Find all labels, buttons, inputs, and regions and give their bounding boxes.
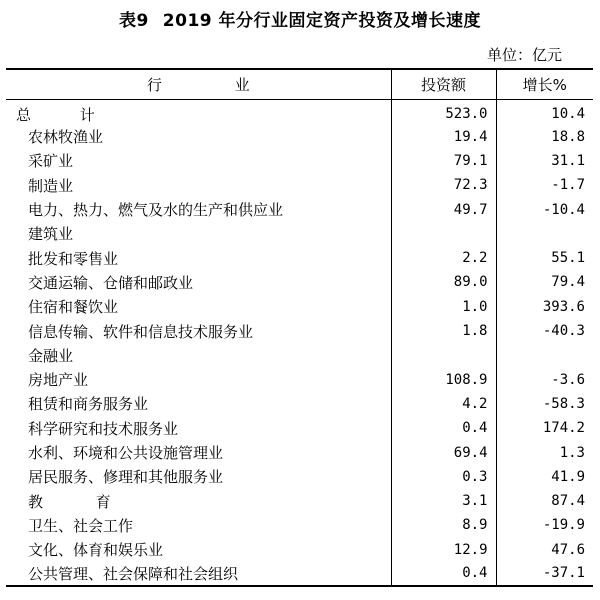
table-row-total — [6, 99, 593, 125]
row-industry-name: 居民服务、修理和其他服务业 — [28, 468, 224, 487]
table-row — [6, 489, 593, 513]
table-title-text: 2019 年分行业固定资产投资及增长速度 — [162, 11, 482, 31]
table-row — [6, 538, 593, 562]
table-title — [0, 6, 600, 31]
unit-label: 单位：亿元 — [486, 46, 562, 64]
row-growth-value: 10.4 — [496, 99, 593, 125]
row-industry-name: 批发和零售业 — [28, 249, 119, 268]
row-investment-value — [391, 343, 496, 367]
header-row — [6, 69, 593, 99]
table-body — [6, 99, 593, 586]
row-industry-name: 总 计 — [16, 105, 117, 124]
row-industry-name: 科学研究和技术服务业 — [28, 419, 179, 438]
table-row — [6, 465, 593, 489]
table-row — [6, 270, 593, 294]
column-header-industry: 行 业 — [6, 69, 391, 99]
table-row — [6, 173, 593, 197]
row-industry-name: 建筑业 — [28, 225, 74, 244]
row-growth-value: 18.8 — [496, 125, 593, 149]
row-industry-name: 农林牧渔业 — [28, 128, 104, 147]
table-row — [6, 440, 593, 464]
row-investment-value: 8.9 — [391, 513, 496, 537]
row-growth-value: -3.6 — [496, 367, 593, 391]
row-growth-value: -19.9 — [496, 513, 593, 537]
table-header — [6, 69, 593, 99]
row-industry-name: 制造业 — [28, 176, 74, 195]
table-row — [6, 392, 593, 416]
table-row — [6, 149, 593, 173]
table-row — [6, 222, 593, 246]
investment-table — [6, 68, 593, 587]
table-row — [6, 197, 593, 221]
row-investment-value: 1.8 — [391, 319, 496, 343]
investment-table-container — [6, 68, 593, 587]
row-investment-value: 4.2 — [391, 392, 496, 416]
table-row — [6, 416, 593, 440]
row-industry-name: 金融业 — [28, 346, 74, 365]
row-growth-value: 41.9 — [496, 465, 593, 489]
row-industry-name: 水利、环境和公共设施管理业 — [28, 444, 224, 462]
row-industry-name: 文化、体育和娱乐业 — [28, 541, 164, 560]
row-industry-name: 卫生、社会工作 — [28, 516, 134, 535]
row-growth-value: 87.4 — [496, 489, 593, 513]
row-investment-value: 69.4 — [391, 440, 496, 464]
row-investment-value: 49.7 — [391, 197, 496, 221]
row-growth-value: 174.2 — [496, 416, 593, 440]
row-industry-name: 信息传输、软件和信息技术服务业 — [28, 322, 254, 341]
row-growth-value: 55.1 — [496, 246, 593, 270]
row-growth-value: 47.6 — [496, 538, 593, 562]
row-industry-name: 电力、热力、燃气及水的生产和供应业 — [28, 201, 284, 220]
row-growth-value: -10.4 — [496, 197, 593, 221]
row-investment-value: 108.9 — [391, 367, 496, 391]
row-industry-name: 教 育 — [28, 492, 135, 511]
column-header-growth: 增长% — [496, 69, 593, 99]
table-row — [6, 246, 593, 270]
row-investment-value: 89.0 — [391, 270, 496, 294]
row-industry-name: 交通运输、仓储和邮政业 — [28, 273, 194, 292]
row-growth-value: -58.3 — [496, 392, 593, 416]
row-growth-value: 79.4 — [496, 270, 593, 294]
row-growth-value: 31.1 — [496, 149, 593, 173]
table-row — [6, 319, 593, 343]
row-industry-name: 公共管理、社会保障和社会组织 — [6, 562, 391, 586]
column-header-investment: 投资额 — [391, 69, 496, 99]
row-investment-value: 19.4 — [391, 125, 496, 149]
row-investment-value: 0.3 — [391, 465, 496, 489]
row-growth-value: -37.1 — [496, 562, 593, 586]
table-row — [6, 125, 593, 149]
table-row — [6, 513, 593, 537]
row-industry-name: 房地产业 — [28, 371, 89, 390]
row-growth-value: -1.7 — [496, 173, 593, 197]
table-row — [6, 562, 593, 586]
row-investment-value: 2.2 — [391, 246, 496, 270]
row-investment-value: 523.0 — [391, 99, 496, 125]
row-industry-name: 租赁和商务服务业 — [28, 395, 149, 414]
row-growth-value: 393.6 — [496, 295, 593, 319]
row-growth-value — [496, 222, 593, 246]
row-investment-value: 0.4 — [391, 562, 496, 586]
row-investment-value: 3.1 — [391, 489, 496, 513]
row-investment-value: 1.0 — [391, 295, 496, 319]
row-industry-name: 采矿业 — [28, 152, 74, 171]
row-investment-value: 72.3 — [391, 173, 496, 197]
row-investment-value: 0.4 — [391, 416, 496, 440]
row-investment-value: 12.9 — [391, 538, 496, 562]
row-investment-value: 79.1 — [391, 149, 496, 173]
row-growth-value — [496, 343, 593, 367]
row-growth-value: -40.3 — [496, 319, 593, 343]
table-number: 表9 — [118, 11, 149, 31]
row-investment-value — [391, 222, 496, 246]
table-row — [6, 295, 593, 319]
row-industry-name: 住宿和餐饮业 — [28, 298, 119, 317]
row-growth-value: 1.3 — [496, 440, 593, 464]
table-row — [6, 367, 593, 391]
table-row — [6, 343, 593, 367]
